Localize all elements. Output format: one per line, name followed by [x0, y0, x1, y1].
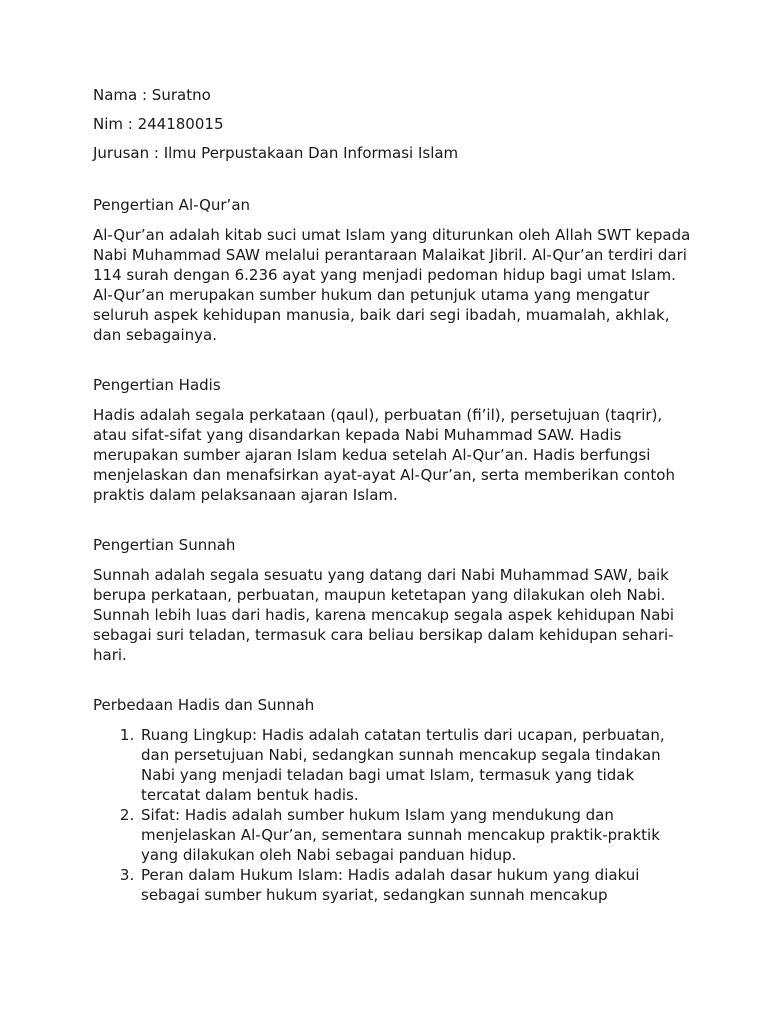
section-body-quran: Al-Qur’an adalah kitab suci umat Islam yang diturunkan oleh Allah SWT kepada Nabi Muhammad SAW melalui perantaraan Malaikat Jibril. Al-Qur’an terdiri dari 114 surah dengan 6.236 ayat yang menjadi pedoman hidup bagi umat Islam. Al-Qur’an merupakan sumber hukum dan petunjuk utama yang mengatur seluruh aspek kehidupan manusia, baik dari segi ibadah, muamalah, akhlak, dan sebagainya. — [93, 226, 691, 344]
student-name: Nama : Suratno — [93, 86, 211, 104]
section-title-sunnah: Pengertian Sunnah — [93, 536, 236, 554]
student-nim: Nim : 244180015 — [93, 115, 224, 133]
differences-title: Perbedaan Hadis dan Sunnah — [93, 696, 315, 714]
document-page — [93, 85, 693, 905]
section-body-hadis: Hadis adalah segala perkataan (qaul), perbuatan (fi’il), persetujuan (taqrir), atau sifat-sifat yang disandarkan kepada Nabi Muhammad SAW. Hadis merupakan sumber ajaran Islam kedua setelah Al-Qur’an. Hadis berfungsi menjelaskan dan menafsirkan ayat-ayat Al-Qur’an, serta memberikan contoh praktis dalam pelaksanaan ajaran Islam. — [93, 406, 675, 504]
list-item: 2. Sifat: Hadis adalah sumber hukum Islam yang mendukung dan menjelaskan Al-Qur’an, sementara sunnah mencakup praktik-praktik yang dilakukan oleh Nabi sebagai panduan hidup. — [139, 805, 693, 865]
section-title-hadis: Pengertian Hadis — [93, 376, 221, 394]
differences-list — [93, 725, 693, 905]
list-item: 1. Ruang Lingkup: Hadis adalah catatan tertulis dari ucapan, perbuatan, dan persetujuan Nabi, sedangkan sunnah mencakup segala tindakan Nabi yang menjadi teladan bagi umat Islam, termasuk yang tidak tercatat dalam bentuk hadis. — [139, 725, 693, 805]
student-major: Jurusan : Ilmu Perpustakaan Dan Informasi Islam — [93, 144, 459, 162]
section-title-quran: Pengertian Al-Qur’an — [93, 196, 251, 214]
list-item: 3. Peran dalam Hukum Islam: Hadis adalah dasar hukum yang diakui sebagai sumber hukum syariat, sedangkan sunnah mencakup — [139, 865, 693, 905]
section-body-sunnah: Sunnah adalah segala sesuatu yang datang dari Nabi Muhammad SAW, baik berupa perkataan, perbuatan, maupun ketetapan yang dilakukan oleh Nabi. Sunnah lebih luas dari hadis, karena mencakup segala aspek kehidupan Nabi sebagai suri teladan, termasuk cara beliau bersikap dalam kehidupan sehari-hari. — [93, 566, 675, 664]
